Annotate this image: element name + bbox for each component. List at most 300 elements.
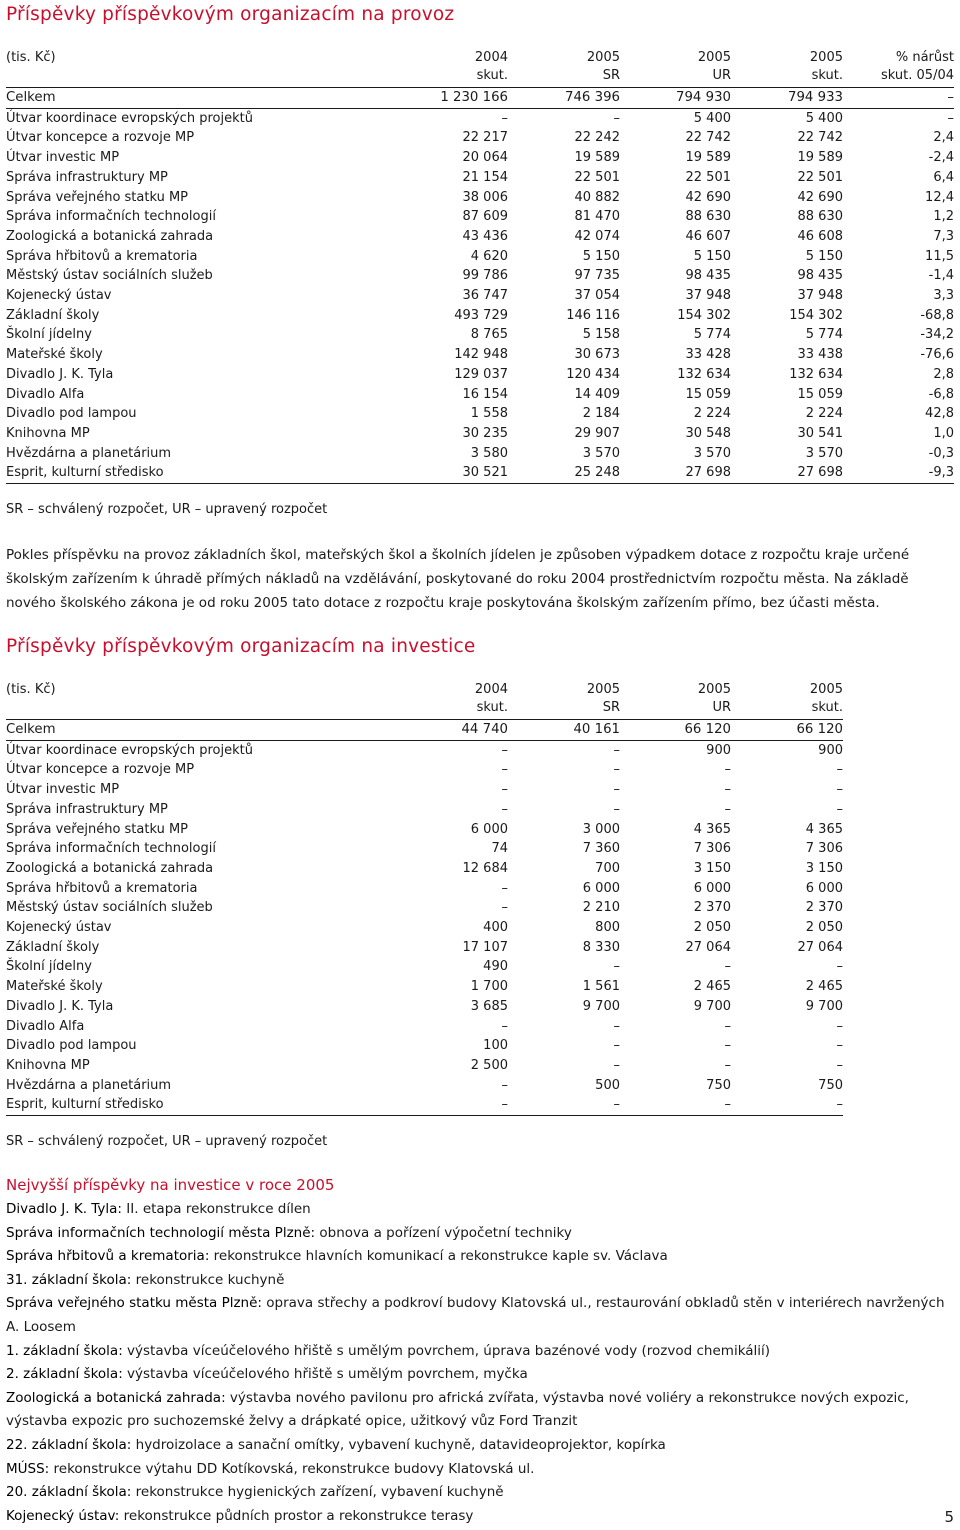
cell-value: 2 370 [693, 900, 731, 916]
budget-note: SR – schválený rozpočet, UR – upravený rozpočet [6, 502, 328, 517]
cell-value: 3 570 [693, 445, 731, 461]
investment-org: Kojenecký ústav: [6, 1507, 120, 1524]
cell-value: 9 700 [805, 998, 843, 1014]
table-row [6, 839, 843, 859]
cell-value: 40 882 [574, 189, 620, 205]
cell-value: 30 548 [685, 425, 731, 441]
cell-value: – [613, 1097, 620, 1113]
cell-value: 27 064 [797, 939, 843, 955]
row-label: Útvar koncepce a rozvoje MP [6, 762, 195, 778]
cell-value: 1,2 [933, 209, 954, 225]
table-row [6, 898, 843, 918]
cell-value: 120 434 [566, 366, 620, 382]
cell-value: 8 330 [582, 939, 620, 955]
investment-item [6, 1481, 954, 1505]
cell-value: 46 608 [797, 228, 843, 244]
investment-org: 20. základní škola: [6, 1484, 132, 1501]
cell-value: – [613, 1057, 620, 1073]
cell-value: – [501, 1097, 508, 1113]
cell-value: 12,4 [925, 189, 954, 205]
row-label: Hvězdárna a planetárium [6, 1077, 172, 1093]
cell-value: 42,8 [925, 406, 954, 422]
row-label: Celkem [6, 90, 56, 105]
table-row [6, 997, 843, 1017]
investment-org: 31. základní škola: [6, 1271, 132, 1288]
col-header: 2005 UR [697, 50, 731, 83]
investment-desc: II. etapa rekonstrukce dílen [121, 1201, 311, 1217]
table-row [6, 859, 843, 879]
cell-value: 6 000 [470, 821, 508, 837]
cell-value: 2 500 [470, 1057, 508, 1073]
cell-value: 15 059 [797, 386, 843, 402]
cell-value: 98 435 [685, 268, 731, 284]
table-row [6, 385, 954, 405]
cell-value: 6 000 [805, 880, 843, 896]
investment-desc: výstavba víceúčelového hřiště s umělým povrchem, myčka [122, 1366, 528, 1383]
cell-value: -76,6 [920, 347, 954, 363]
cell-value: – [501, 762, 508, 778]
cell-value: 5 774 [693, 327, 731, 343]
investment-desc: rekonstrukce hlavních komunikací a rekonstrukce kaple sv. Václava [209, 1248, 668, 1265]
investment-item [6, 1434, 954, 1458]
cell-value: – [947, 110, 954, 126]
table-row [6, 780, 843, 800]
investment-desc: rekonstrukce výtahu DD Kotíkovská, rekonstrukce budovy Klatovská ul. [49, 1460, 535, 1477]
cell-value: 3 570 [582, 445, 620, 461]
table-row [6, 938, 843, 958]
table-row [6, 800, 843, 820]
cell-value: 44 740 [461, 722, 508, 737]
table-row [6, 740, 843, 760]
cell-value: 500 [595, 1077, 620, 1093]
col-header: 2005 UR [697, 682, 731, 715]
investment-desc: rekonstrukce půdních prostor a rekonstrukce terasy [119, 1507, 474, 1524]
investment-item [6, 1292, 954, 1339]
table-row [6, 463, 954, 483]
cell-value: 66 120 [684, 722, 731, 737]
cell-value: 7,3 [933, 228, 954, 244]
cell-value: 19 589 [574, 150, 620, 166]
operations-table-body [6, 88, 954, 484]
row-label: Celkem [6, 722, 56, 737]
budget-note: SR – schválený rozpočet, UR – upravený rozpočet [6, 1134, 328, 1149]
table-row [6, 1056, 843, 1076]
cell-value: -68,8 [920, 307, 954, 323]
row-label: Divadlo Alfa [6, 386, 85, 402]
cell-value: 700 [595, 860, 620, 876]
investment-org: MÚSS: [6, 1460, 50, 1477]
row-label: Školní jídelny [6, 959, 92, 975]
cell-value: 3 150 [805, 860, 843, 876]
cell-value: – [501, 1018, 508, 1034]
cell-value: 2 465 [805, 979, 843, 995]
cell-value: 5 158 [582, 327, 620, 343]
cell-value: 8 765 [470, 327, 508, 343]
cell-value: 7 360 [582, 841, 620, 857]
cell-value: 36 747 [462, 288, 508, 304]
cell-value: 132 634 [789, 366, 843, 382]
cell-value: 2 210 [582, 900, 620, 916]
cell-value: 794 933 [788, 90, 843, 105]
cell-value: 3,3 [933, 288, 954, 304]
cell-value: – [724, 1057, 731, 1073]
investment-org: 2. základní škola: [6, 1366, 123, 1383]
cell-value: – [724, 782, 731, 798]
table-row [6, 188, 954, 208]
cell-value: 2,4 [933, 130, 954, 146]
col-header: 2004 skut. [474, 50, 508, 83]
cell-value: – [836, 1018, 843, 1034]
cell-value: 30 541 [797, 425, 843, 441]
cell-value: 2 370 [805, 900, 843, 916]
table-row [6, 1036, 843, 1056]
cell-value: – [613, 110, 620, 126]
col-header: 2005 SR [586, 50, 620, 83]
cell-value: 42 074 [574, 228, 620, 244]
cell-value: 6 000 [693, 880, 731, 896]
table-row [6, 760, 843, 780]
cell-value: 2,8 [933, 366, 954, 382]
cell-value: – [613, 959, 620, 975]
cell-value: 5 400 [805, 110, 843, 126]
top-investments-title: Nejvyšší příspěvky na investice v roce 2005 [6, 1176, 335, 1194]
table-row [6, 108, 954, 128]
cell-value: – [613, 1018, 620, 1034]
cell-value: 22 742 [685, 130, 731, 146]
cell-value: 22 217 [462, 130, 508, 146]
cell-value: 81 470 [574, 209, 620, 225]
row-label: Městský ústav sociálních služeb [6, 268, 213, 284]
cell-value: -9,3 [928, 465, 954, 481]
cell-value: 9 700 [582, 998, 620, 1014]
table-row [6, 325, 954, 345]
cell-value: 2 465 [693, 979, 731, 995]
investments-table-body [6, 720, 843, 1116]
investment-org: Správa informačních technologií města Plzně: [6, 1224, 316, 1241]
cell-value: 129 037 [454, 366, 508, 382]
row-label: Útvar koncepce a rozvoje MP [6, 130, 195, 146]
cell-value: 66 120 [796, 722, 843, 737]
cell-value: 40 161 [573, 722, 620, 737]
cell-value: 2 224 [805, 406, 843, 422]
investment-org: 22. základní škola: [6, 1436, 132, 1453]
cell-value: – [947, 90, 954, 105]
cell-value: 29 907 [574, 425, 620, 441]
cell-value: 490 [483, 959, 508, 975]
cell-value: -34,2 [920, 327, 954, 343]
cell-value: 794 930 [676, 90, 731, 105]
cell-value: – [724, 1038, 731, 1054]
cell-value: 30 521 [462, 465, 508, 481]
row-label: Mateřské školy [6, 979, 103, 995]
cell-value: 9 700 [693, 998, 731, 1014]
row-label: Esprit, kulturní středisko [6, 1097, 164, 1113]
cell-value: 1 700 [470, 979, 508, 995]
cell-value: 42 690 [797, 189, 843, 205]
cell-value: 27 698 [685, 465, 731, 481]
operations-table [6, 49, 954, 484]
cell-value: -1,4 [928, 268, 954, 284]
cell-value: 14 409 [574, 386, 620, 402]
cell-value: 7 306 [693, 841, 731, 857]
cell-value: 1,0 [933, 425, 954, 441]
row-label: Knihovna MP [6, 425, 90, 441]
investment-item [6, 1340, 954, 1364]
operations-header-row [6, 49, 954, 88]
cell-value: – [724, 1097, 731, 1113]
table-row [6, 266, 954, 286]
cell-value: – [501, 880, 508, 896]
row-label: Kojenecký ústav [6, 920, 112, 936]
table-row [6, 227, 954, 247]
cell-value: 11,5 [925, 248, 954, 264]
total-row [6, 720, 843, 741]
cell-value: 37 948 [797, 288, 843, 304]
section-title-operations: Příspěvky příspěvkovým organizacím na provoz [6, 4, 455, 25]
row-label: Základní školy [6, 307, 100, 323]
cell-value: – [501, 1077, 508, 1093]
cell-value: 1 230 166 [440, 90, 508, 105]
cell-value: 42 690 [685, 189, 731, 205]
cell-value: 2 050 [805, 920, 843, 936]
cell-value: 5 150 [582, 248, 620, 264]
col-header: 2005 skut. [809, 50, 843, 83]
cell-value: 493 729 [454, 307, 508, 323]
cell-value: 17 107 [462, 939, 508, 955]
cell-value: 16 154 [462, 386, 508, 402]
investment-item [6, 1269, 954, 1293]
cell-value: 142 948 [454, 347, 508, 363]
col-header: 2005 SR [586, 682, 620, 715]
investment-item [6, 1198, 954, 1222]
investment-desc: výstavba víceúčelového hřiště s umělým povrchem, úprava bazénové vody (rozvod chemikálií) [122, 1342, 771, 1359]
top-investments-list [6, 1198, 954, 1528]
table-row [6, 957, 843, 977]
investment-item [6, 1458, 954, 1482]
investment-item [6, 1387, 954, 1434]
investment-item [6, 1245, 954, 1269]
cell-value: 37 054 [574, 288, 620, 304]
cell-value: 154 302 [789, 307, 843, 323]
cell-value: 21 154 [462, 169, 508, 185]
cell-value: – [836, 1097, 843, 1113]
table-row [6, 1076, 843, 1096]
investment-org: Správa veřejného statku města Plzně: [6, 1295, 262, 1312]
investments-table [6, 681, 843, 1116]
cell-value: 3 580 [470, 445, 508, 461]
cell-value: 87 609 [462, 209, 508, 225]
table-row [6, 345, 954, 365]
cell-value: 22 242 [574, 130, 620, 146]
section-title-investments: Příspěvky příspěvkovým organizacím na investice [6, 636, 476, 657]
table-row [6, 286, 954, 306]
cell-value: – [501, 801, 508, 817]
investment-desc: rekonstrukce hygienických zařízení, vybavení kuchyně [131, 1484, 504, 1501]
cell-value: 5 400 [693, 110, 731, 126]
row-label: Správa veřejného statku MP [6, 821, 189, 837]
cell-value: – [501, 110, 508, 126]
row-label: Správa veřejného statku MP [6, 189, 189, 205]
cell-value: 146 116 [566, 307, 620, 323]
cell-value: 2 224 [693, 406, 731, 422]
col-header: 2004 skut. [474, 682, 508, 715]
row-label: Útvar koordinace evropských projektů [6, 110, 253, 126]
row-label: Divadlo pod lampou [6, 406, 137, 422]
table-row [6, 365, 954, 385]
investment-org: 1. základní škola: [6, 1342, 123, 1359]
row-label: Útvar investic MP [6, 782, 120, 798]
cell-value: 22 501 [574, 169, 620, 185]
cell-value: 5 150 [805, 248, 843, 264]
investment-org: Zoologická a botanická zahrada: [6, 1389, 226, 1406]
cell-value: – [724, 762, 731, 778]
row-label: Správa hřbitovů a krematoria [6, 880, 198, 896]
cell-value: 22 742 [797, 130, 843, 146]
row-label: Školní jídelny [6, 327, 92, 343]
cell-value: 37 948 [685, 288, 731, 304]
cell-value: 15 059 [685, 386, 731, 402]
cell-value: – [501, 742, 508, 758]
row-label: Divadlo J. K. Tyla [6, 366, 114, 382]
cell-value: 88 630 [685, 209, 731, 225]
cell-value: – [724, 1018, 731, 1034]
cell-value: 750 [706, 1077, 731, 1093]
cell-value: – [613, 1038, 620, 1054]
table-row [6, 444, 954, 464]
cell-value: 4 365 [693, 821, 731, 837]
investment-item [6, 1222, 954, 1246]
cell-value: 33 438 [797, 347, 843, 363]
row-label: Divadlo Alfa [6, 1018, 85, 1034]
table-row [6, 148, 954, 168]
table-row [6, 306, 954, 326]
col-header: % nárůst skut. 05/04 [881, 50, 954, 83]
cell-value: -6,8 [928, 386, 954, 402]
row-label: Útvar koordinace evropských projektů [6, 742, 253, 758]
cell-value: – [613, 801, 620, 817]
cell-value: 4 365 [805, 821, 843, 837]
cell-value: 25 248 [574, 465, 620, 481]
cell-value: 4 620 [470, 248, 508, 264]
table-row [6, 207, 954, 227]
cell-value: – [836, 801, 843, 817]
cell-value: 33 428 [685, 347, 731, 363]
table-row [6, 404, 954, 424]
row-label: Správa informačních technologií [6, 209, 216, 225]
cell-value: 88 630 [797, 209, 843, 225]
row-label: Esprit, kulturní středisko [6, 465, 164, 481]
investment-desc: hydroizolace a sanační omítky, vybavení kuchyně, datavideoprojektor, kopírka [131, 1436, 666, 1453]
cell-value: 750 [818, 1077, 843, 1093]
row-label: Správa infrastruktury MP [6, 801, 168, 817]
cell-value: 38 006 [462, 189, 508, 205]
table-row [6, 820, 843, 840]
cell-value: 1 561 [582, 979, 620, 995]
cell-value: – [501, 900, 508, 916]
row-label: Mateřské školy [6, 347, 103, 363]
cell-value: – [613, 762, 620, 778]
cell-value: 6 000 [582, 880, 620, 896]
row-label: Divadlo J. K. Tyla [6, 998, 114, 1014]
unit-label: (tis. Kč) [6, 682, 56, 697]
row-label: Zoologická a botanická zahrada [6, 860, 214, 876]
row-label: Knihovna MP [6, 1057, 90, 1073]
cell-value: 19 589 [685, 150, 731, 166]
cell-value: 99 786 [462, 268, 508, 284]
cell-value: 27 698 [797, 465, 843, 481]
cell-value: – [836, 959, 843, 975]
cell-value: 2 050 [693, 920, 731, 936]
unit-label: (tis. Kč) [6, 50, 56, 65]
cell-value: 12 684 [462, 860, 508, 876]
cell-value: – [836, 762, 843, 778]
investments-header-row [6, 681, 843, 720]
cell-value: 30 235 [462, 425, 508, 441]
cell-value: 3 570 [805, 445, 843, 461]
row-label: Hvězdárna a planetárium [6, 445, 172, 461]
table-row [6, 879, 843, 899]
table-row [6, 424, 954, 444]
table-row [6, 918, 843, 938]
cell-value: – [724, 959, 731, 975]
row-label: Správa infrastruktury MP [6, 169, 168, 185]
table-row [6, 1095, 843, 1115]
cell-value: – [724, 801, 731, 817]
page-number: 5 [944, 1508, 954, 1526]
row-label: Zoologická a botanická zahrada [6, 228, 214, 244]
row-label: Kojenecký ústav [6, 288, 112, 304]
cell-value: 98 435 [797, 268, 843, 284]
row-label: Útvar investic MP [6, 150, 120, 166]
cell-value: 3 685 [470, 998, 508, 1014]
cell-value: -2,4 [928, 150, 954, 166]
row-label: Divadlo pod lampou [6, 1038, 137, 1054]
cell-value: – [836, 1038, 843, 1054]
investment-desc: rekonstrukce kuchyně [131, 1271, 285, 1288]
cell-value: 74 [491, 841, 508, 857]
cell-value: 900 [818, 742, 843, 758]
cell-value: 400 [483, 920, 508, 936]
investment-item [6, 1363, 954, 1387]
cell-value: – [613, 782, 620, 798]
table-row [6, 977, 843, 997]
cell-value: 1 558 [470, 406, 508, 422]
investment-item [6, 1505, 954, 1529]
cell-value: 900 [706, 742, 731, 758]
investment-desc: výstavba nového pavilonu pro africká zvířata, výstavba nové voliéry a rekonstrukce nových expozic, výstavba expozic pro suchozemské želvy a drápkaté opice, užitkový vůz Ford Tranzit [6, 1389, 909, 1430]
cell-value: 46 607 [685, 228, 731, 244]
cell-value: 5 774 [805, 327, 843, 343]
cell-value: 6,4 [933, 169, 954, 185]
cell-value: – [613, 742, 620, 758]
cell-value: 20 064 [462, 150, 508, 166]
cell-value: 2 184 [582, 406, 620, 422]
row-label: Správa hřbitovů a krematoria [6, 248, 198, 264]
row-label: Městský ústav sociálních služeb [6, 900, 213, 916]
cell-value: 132 634 [677, 366, 731, 382]
total-row [6, 88, 954, 109]
cell-value: 100 [483, 1038, 508, 1054]
cell-value: 3 000 [582, 821, 620, 837]
cell-value: 27 064 [685, 939, 731, 955]
table-row [6, 128, 954, 148]
cell-value: 3 150 [693, 860, 731, 876]
cell-value: 97 735 [574, 268, 620, 284]
investment-desc: oprava střechy a podkroví budovy Klatovská ul., restaurování obkladů stěn v interiérech navržených A. Loosem [6, 1295, 945, 1335]
table-row [6, 247, 954, 267]
cell-value: 746 396 [565, 90, 620, 105]
cell-value: – [501, 782, 508, 798]
